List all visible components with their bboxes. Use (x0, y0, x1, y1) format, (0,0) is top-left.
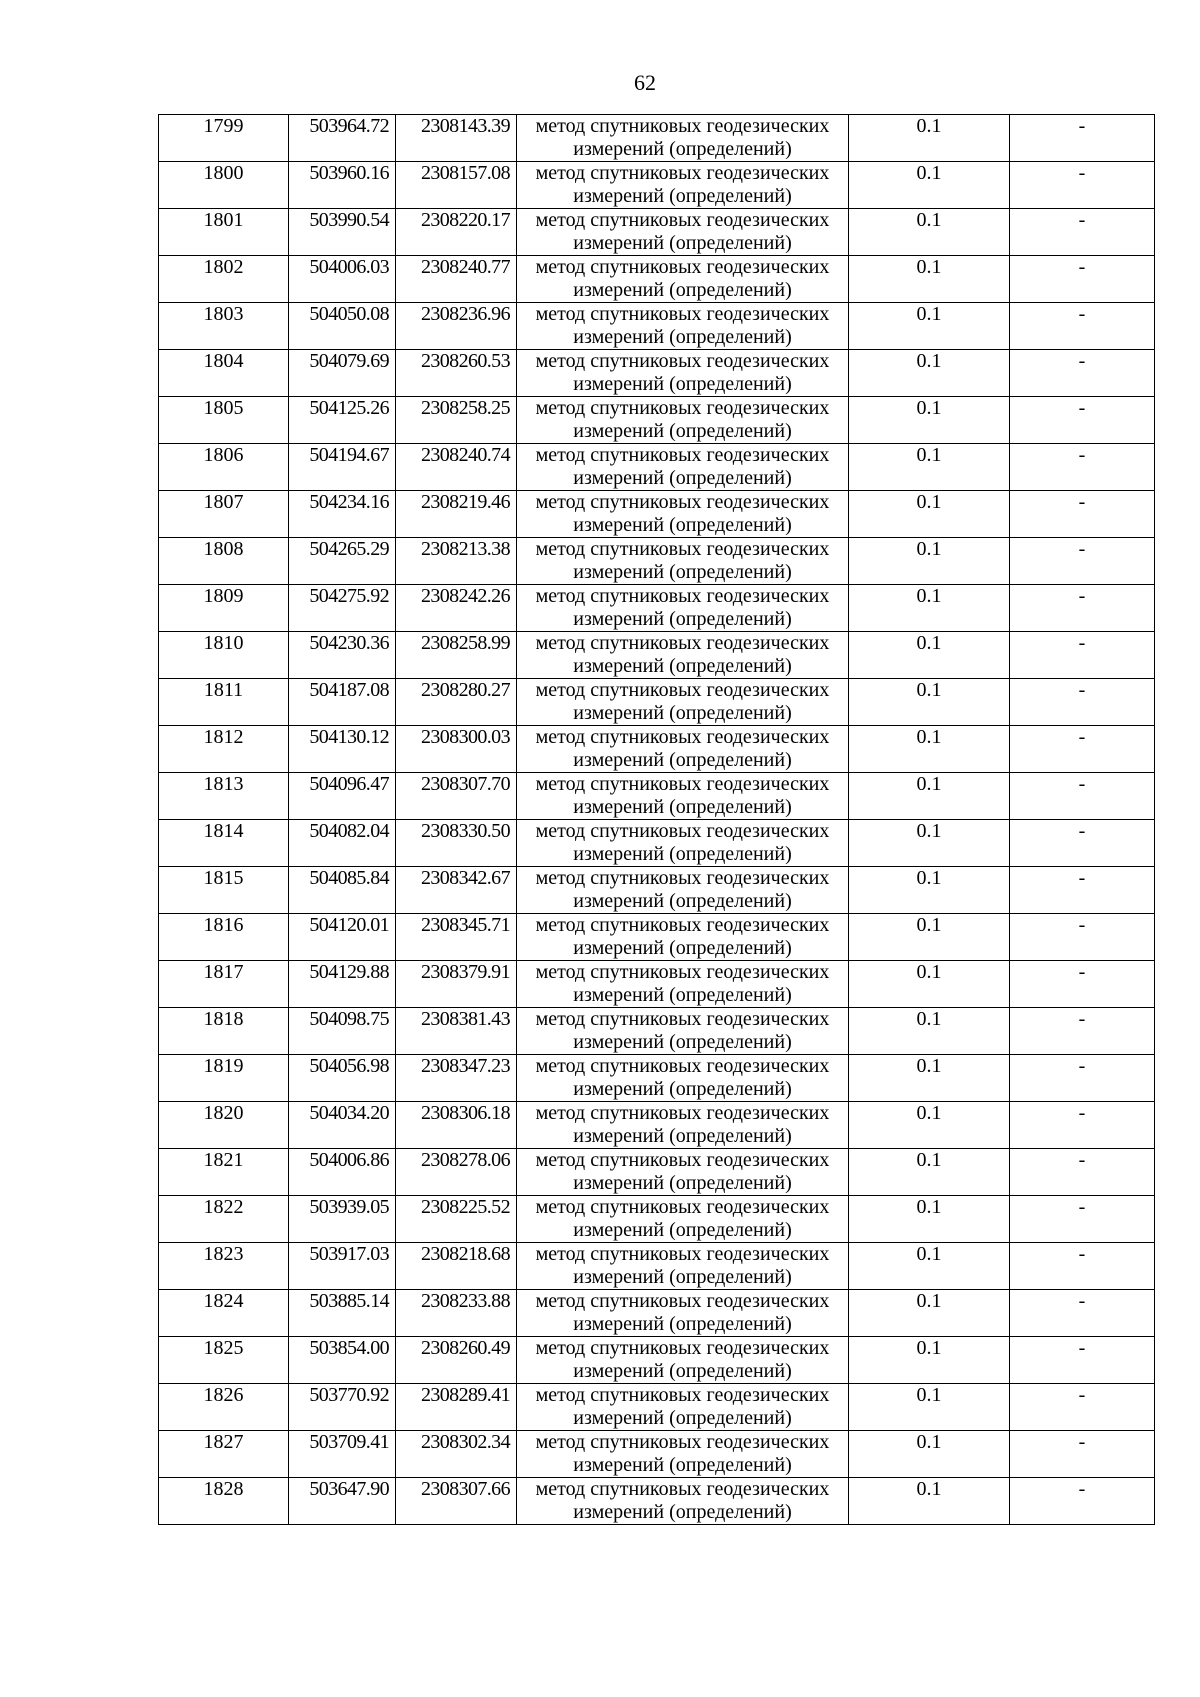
note-cell: - (1010, 632, 1155, 679)
table-row (159, 491, 1155, 538)
table-row (159, 1008, 1155, 1055)
table-row (159, 209, 1155, 256)
method-cell: метод спутниковых геодезических измерений (определений) (517, 679, 849, 726)
note-cell: - (1010, 1008, 1155, 1055)
x-coordinate-cell: 504125.26 (289, 397, 396, 444)
x-coordinate-cell: 504265.29 (289, 538, 396, 585)
table-row (159, 679, 1155, 726)
method-cell: метод спутниковых геодезических измерений (определений) (517, 1431, 849, 1478)
accuracy-cell: 0.1 (849, 585, 1010, 632)
x-coordinate-cell: 503990.54 (289, 209, 396, 256)
method-cell: метод спутниковых геодезических измерений (определений) (517, 303, 849, 350)
accuracy-cell: 0.1 (849, 1149, 1010, 1196)
point-number-cell: 1804 (159, 350, 289, 397)
table-row (159, 115, 1155, 162)
accuracy-cell: 0.1 (849, 538, 1010, 585)
note-cell: - (1010, 115, 1155, 162)
note-cell: - (1010, 914, 1155, 961)
point-number-cell: 1818 (159, 1008, 289, 1055)
table-row (159, 1243, 1155, 1290)
note-cell: - (1010, 1196, 1155, 1243)
note-cell: - (1010, 303, 1155, 350)
accuracy-cell: 0.1 (849, 1290, 1010, 1337)
point-number-cell: 1802 (159, 256, 289, 303)
note-cell: - (1010, 726, 1155, 773)
coordinates-table (158, 114, 1155, 1525)
table-row (159, 1431, 1155, 1478)
table-row (159, 1384, 1155, 1431)
table-row (159, 1055, 1155, 1102)
accuracy-cell: 0.1 (849, 303, 1010, 350)
accuracy-cell: 0.1 (849, 961, 1010, 1008)
table-row (159, 961, 1155, 1008)
table-row (159, 303, 1155, 350)
x-coordinate-cell: 504006.86 (289, 1149, 396, 1196)
y-coordinate-cell: 2308280.27 (396, 679, 517, 726)
x-coordinate-cell: 504130.12 (289, 726, 396, 773)
x-coordinate-cell: 504006.03 (289, 256, 396, 303)
accuracy-cell: 0.1 (849, 115, 1010, 162)
method-cell: метод спутниковых геодезических измерений (определений) (517, 256, 849, 303)
method-cell: метод спутниковых геодезических измерений (определений) (517, 961, 849, 1008)
accuracy-cell: 0.1 (849, 1431, 1010, 1478)
method-cell: метод спутниковых геодезических измерений (определений) (517, 1149, 849, 1196)
point-number-cell: 1813 (159, 773, 289, 820)
accuracy-cell: 0.1 (849, 773, 1010, 820)
method-cell: метод спутниковых геодезических измерений (определений) (517, 162, 849, 209)
y-coordinate-cell: 2308302.34 (396, 1431, 517, 1478)
note-cell: - (1010, 1384, 1155, 1431)
method-cell: метод спутниковых геодезических измерений (определений) (517, 1243, 849, 1290)
method-cell: метод спутниковых геодезических измерений (определений) (517, 538, 849, 585)
note-cell: - (1010, 867, 1155, 914)
accuracy-cell: 0.1 (849, 726, 1010, 773)
method-cell: метод спутниковых геодезических измерений (определений) (517, 444, 849, 491)
y-coordinate-cell: 2308233.88 (396, 1290, 517, 1337)
y-coordinate-cell: 2308260.53 (396, 350, 517, 397)
note-cell: - (1010, 773, 1155, 820)
table-row (159, 585, 1155, 632)
y-coordinate-cell: 2308379.91 (396, 961, 517, 1008)
accuracy-cell: 0.1 (849, 820, 1010, 867)
x-coordinate-cell: 504098.75 (289, 1008, 396, 1055)
note-cell: - (1010, 444, 1155, 491)
y-coordinate-cell: 2308219.46 (396, 491, 517, 538)
method-cell: метод спутниковых геодезических измерений (определений) (517, 773, 849, 820)
x-coordinate-cell: 504120.01 (289, 914, 396, 961)
note-cell: - (1010, 209, 1155, 256)
point-number-cell: 1800 (159, 162, 289, 209)
accuracy-cell: 0.1 (849, 1478, 1010, 1525)
x-coordinate-cell: 504034.20 (289, 1102, 396, 1149)
table-row (159, 1149, 1155, 1196)
point-number-cell: 1826 (159, 1384, 289, 1431)
table-row (159, 632, 1155, 679)
y-coordinate-cell: 2308213.38 (396, 538, 517, 585)
note-cell: - (1010, 1337, 1155, 1384)
note-cell: - (1010, 1290, 1155, 1337)
x-coordinate-cell: 503709.41 (289, 1431, 396, 1478)
accuracy-cell: 0.1 (849, 632, 1010, 679)
point-number-cell: 1811 (159, 679, 289, 726)
y-coordinate-cell: 2308307.70 (396, 773, 517, 820)
accuracy-cell: 0.1 (849, 162, 1010, 209)
accuracy-cell: 0.1 (849, 1196, 1010, 1243)
y-coordinate-cell: 2308289.41 (396, 1384, 517, 1431)
point-number-cell: 1810 (159, 632, 289, 679)
point-number-cell: 1808 (159, 538, 289, 585)
y-coordinate-cell: 2308300.03 (396, 726, 517, 773)
note-cell: - (1010, 538, 1155, 585)
point-number-cell: 1816 (159, 914, 289, 961)
accuracy-cell: 0.1 (849, 209, 1010, 256)
x-coordinate-cell: 504194.67 (289, 444, 396, 491)
accuracy-cell: 0.1 (849, 914, 1010, 961)
x-coordinate-cell: 503964.72 (289, 115, 396, 162)
table-row (159, 726, 1155, 773)
note-cell: - (1010, 350, 1155, 397)
y-coordinate-cell: 2308218.68 (396, 1243, 517, 1290)
point-number-cell: 1819 (159, 1055, 289, 1102)
y-coordinate-cell: 2308258.99 (396, 632, 517, 679)
point-number-cell: 1805 (159, 397, 289, 444)
method-cell: метод спутниковых геодезических измерений (определений) (517, 1102, 849, 1149)
x-coordinate-cell: 504275.92 (289, 585, 396, 632)
x-coordinate-cell: 504056.98 (289, 1055, 396, 1102)
accuracy-cell: 0.1 (849, 1055, 1010, 1102)
note-cell: - (1010, 961, 1155, 1008)
x-coordinate-cell: 503647.90 (289, 1478, 396, 1525)
y-coordinate-cell: 2308240.74 (396, 444, 517, 491)
point-number-cell: 1827 (159, 1431, 289, 1478)
y-coordinate-cell: 2308306.18 (396, 1102, 517, 1149)
accuracy-cell: 0.1 (849, 444, 1010, 491)
x-coordinate-cell: 504079.69 (289, 350, 396, 397)
x-coordinate-cell: 503960.16 (289, 162, 396, 209)
y-coordinate-cell: 2308347.23 (396, 1055, 517, 1102)
x-coordinate-cell: 504082.04 (289, 820, 396, 867)
method-cell: метод спутниковых геодезических измерений (определений) (517, 209, 849, 256)
table-row (159, 820, 1155, 867)
method-cell: метод спутниковых геодезических измерений (определений) (517, 1055, 849, 1102)
table-body (159, 115, 1155, 1525)
note-cell: - (1010, 397, 1155, 444)
y-coordinate-cell: 2308307.66 (396, 1478, 517, 1525)
table-row (159, 1196, 1155, 1243)
note-cell: - (1010, 162, 1155, 209)
accuracy-cell: 0.1 (849, 1384, 1010, 1431)
point-number-cell: 1807 (159, 491, 289, 538)
x-coordinate-cell: 504187.08 (289, 679, 396, 726)
table-row (159, 1337, 1155, 1384)
point-number-cell: 1803 (159, 303, 289, 350)
table-row (159, 256, 1155, 303)
method-cell: метод спутниковых геодезических измерений (определений) (517, 1478, 849, 1525)
accuracy-cell: 0.1 (849, 867, 1010, 914)
table-row (159, 350, 1155, 397)
table-row (159, 444, 1155, 491)
method-cell: метод спутниковых геодезических измерений (определений) (517, 585, 849, 632)
method-cell: метод спутниковых геодезических измерений (определений) (517, 1196, 849, 1243)
y-coordinate-cell: 2308220.17 (396, 209, 517, 256)
note-cell: - (1010, 1243, 1155, 1290)
y-coordinate-cell: 2308260.49 (396, 1337, 517, 1384)
point-number-cell: 1812 (159, 726, 289, 773)
point-number-cell: 1801 (159, 209, 289, 256)
y-coordinate-cell: 2308240.77 (396, 256, 517, 303)
x-coordinate-cell: 504050.08 (289, 303, 396, 350)
point-number-cell: 1817 (159, 961, 289, 1008)
point-number-cell: 1821 (159, 1149, 289, 1196)
note-cell: - (1010, 1055, 1155, 1102)
point-number-cell: 1828 (159, 1478, 289, 1525)
method-cell: метод спутниковых геодезических измерений (определений) (517, 632, 849, 679)
table-row (159, 1478, 1155, 1525)
y-coordinate-cell: 2308381.43 (396, 1008, 517, 1055)
y-coordinate-cell: 2308258.25 (396, 397, 517, 444)
method-cell: метод спутниковых геодезических измерений (определений) (517, 726, 849, 773)
accuracy-cell: 0.1 (849, 1243, 1010, 1290)
accuracy-cell: 0.1 (849, 350, 1010, 397)
accuracy-cell: 0.1 (849, 1102, 1010, 1149)
x-coordinate-cell: 504234.16 (289, 491, 396, 538)
method-cell: метод спутниковых геодезических измерений (определений) (517, 491, 849, 538)
table-row (159, 162, 1155, 209)
method-cell: метод спутниковых геодезических измерений (определений) (517, 1337, 849, 1384)
note-cell: - (1010, 1431, 1155, 1478)
table-row (159, 1290, 1155, 1337)
y-coordinate-cell: 2308330.50 (396, 820, 517, 867)
x-coordinate-cell: 504230.36 (289, 632, 396, 679)
note-cell: - (1010, 585, 1155, 632)
x-coordinate-cell: 503770.92 (289, 1384, 396, 1431)
note-cell: - (1010, 1102, 1155, 1149)
accuracy-cell: 0.1 (849, 491, 1010, 538)
table-row (159, 397, 1155, 444)
note-cell: - (1010, 1149, 1155, 1196)
accuracy-cell: 0.1 (849, 679, 1010, 726)
method-cell: метод спутниковых геодезических измерений (определений) (517, 350, 849, 397)
x-coordinate-cell: 503917.03 (289, 1243, 396, 1290)
y-coordinate-cell: 2308236.96 (396, 303, 517, 350)
method-cell: метод спутниковых геодезических измерений (определений) (517, 1008, 849, 1055)
point-number-cell: 1809 (159, 585, 289, 632)
method-cell: метод спутниковых геодезических измерений (определений) (517, 397, 849, 444)
table-row (159, 867, 1155, 914)
y-coordinate-cell: 2308342.67 (396, 867, 517, 914)
x-coordinate-cell: 503885.14 (289, 1290, 396, 1337)
point-number-cell: 1815 (159, 867, 289, 914)
point-number-cell: 1820 (159, 1102, 289, 1149)
x-coordinate-cell: 503939.05 (289, 1196, 396, 1243)
point-number-cell: 1824 (159, 1290, 289, 1337)
y-coordinate-cell: 2308225.52 (396, 1196, 517, 1243)
accuracy-cell: 0.1 (849, 1337, 1010, 1384)
point-number-cell: 1823 (159, 1243, 289, 1290)
note-cell: - (1010, 1478, 1155, 1525)
method-cell: метод спутниковых геодезических измерений (определений) (517, 1290, 849, 1337)
y-coordinate-cell: 2308345.71 (396, 914, 517, 961)
note-cell: - (1010, 820, 1155, 867)
y-coordinate-cell: 2308143.39 (396, 115, 517, 162)
table-row (159, 773, 1155, 820)
point-number-cell: 1799 (159, 115, 289, 162)
table-row (159, 914, 1155, 961)
point-number-cell: 1814 (159, 820, 289, 867)
x-coordinate-cell: 504096.47 (289, 773, 396, 820)
table-row (159, 538, 1155, 585)
page-number: 62 (634, 70, 656, 95)
method-cell: метод спутниковых геодезических измерений (определений) (517, 820, 849, 867)
accuracy-cell: 0.1 (849, 256, 1010, 303)
y-coordinate-cell: 2308157.08 (396, 162, 517, 209)
method-cell: метод спутниковых геодезических измерений (определений) (517, 914, 849, 961)
note-cell: - (1010, 679, 1155, 726)
y-coordinate-cell: 2308278.06 (396, 1149, 517, 1196)
method-cell: метод спутниковых геодезических измерений (определений) (517, 115, 849, 162)
x-coordinate-cell: 504085.84 (289, 867, 396, 914)
table-row (159, 1102, 1155, 1149)
point-number-cell: 1806 (159, 444, 289, 491)
point-number-cell: 1825 (159, 1337, 289, 1384)
y-coordinate-cell: 2308242.26 (396, 585, 517, 632)
accuracy-cell: 0.1 (849, 1008, 1010, 1055)
method-cell: метод спутниковых геодезических измерений (определений) (517, 1384, 849, 1431)
note-cell: - (1010, 256, 1155, 303)
x-coordinate-cell: 504129.88 (289, 961, 396, 1008)
note-cell: - (1010, 491, 1155, 538)
method-cell: метод спутниковых геодезических измерений (определений) (517, 867, 849, 914)
point-number-cell: 1822 (159, 1196, 289, 1243)
accuracy-cell: 0.1 (849, 397, 1010, 444)
x-coordinate-cell: 503854.00 (289, 1337, 396, 1384)
